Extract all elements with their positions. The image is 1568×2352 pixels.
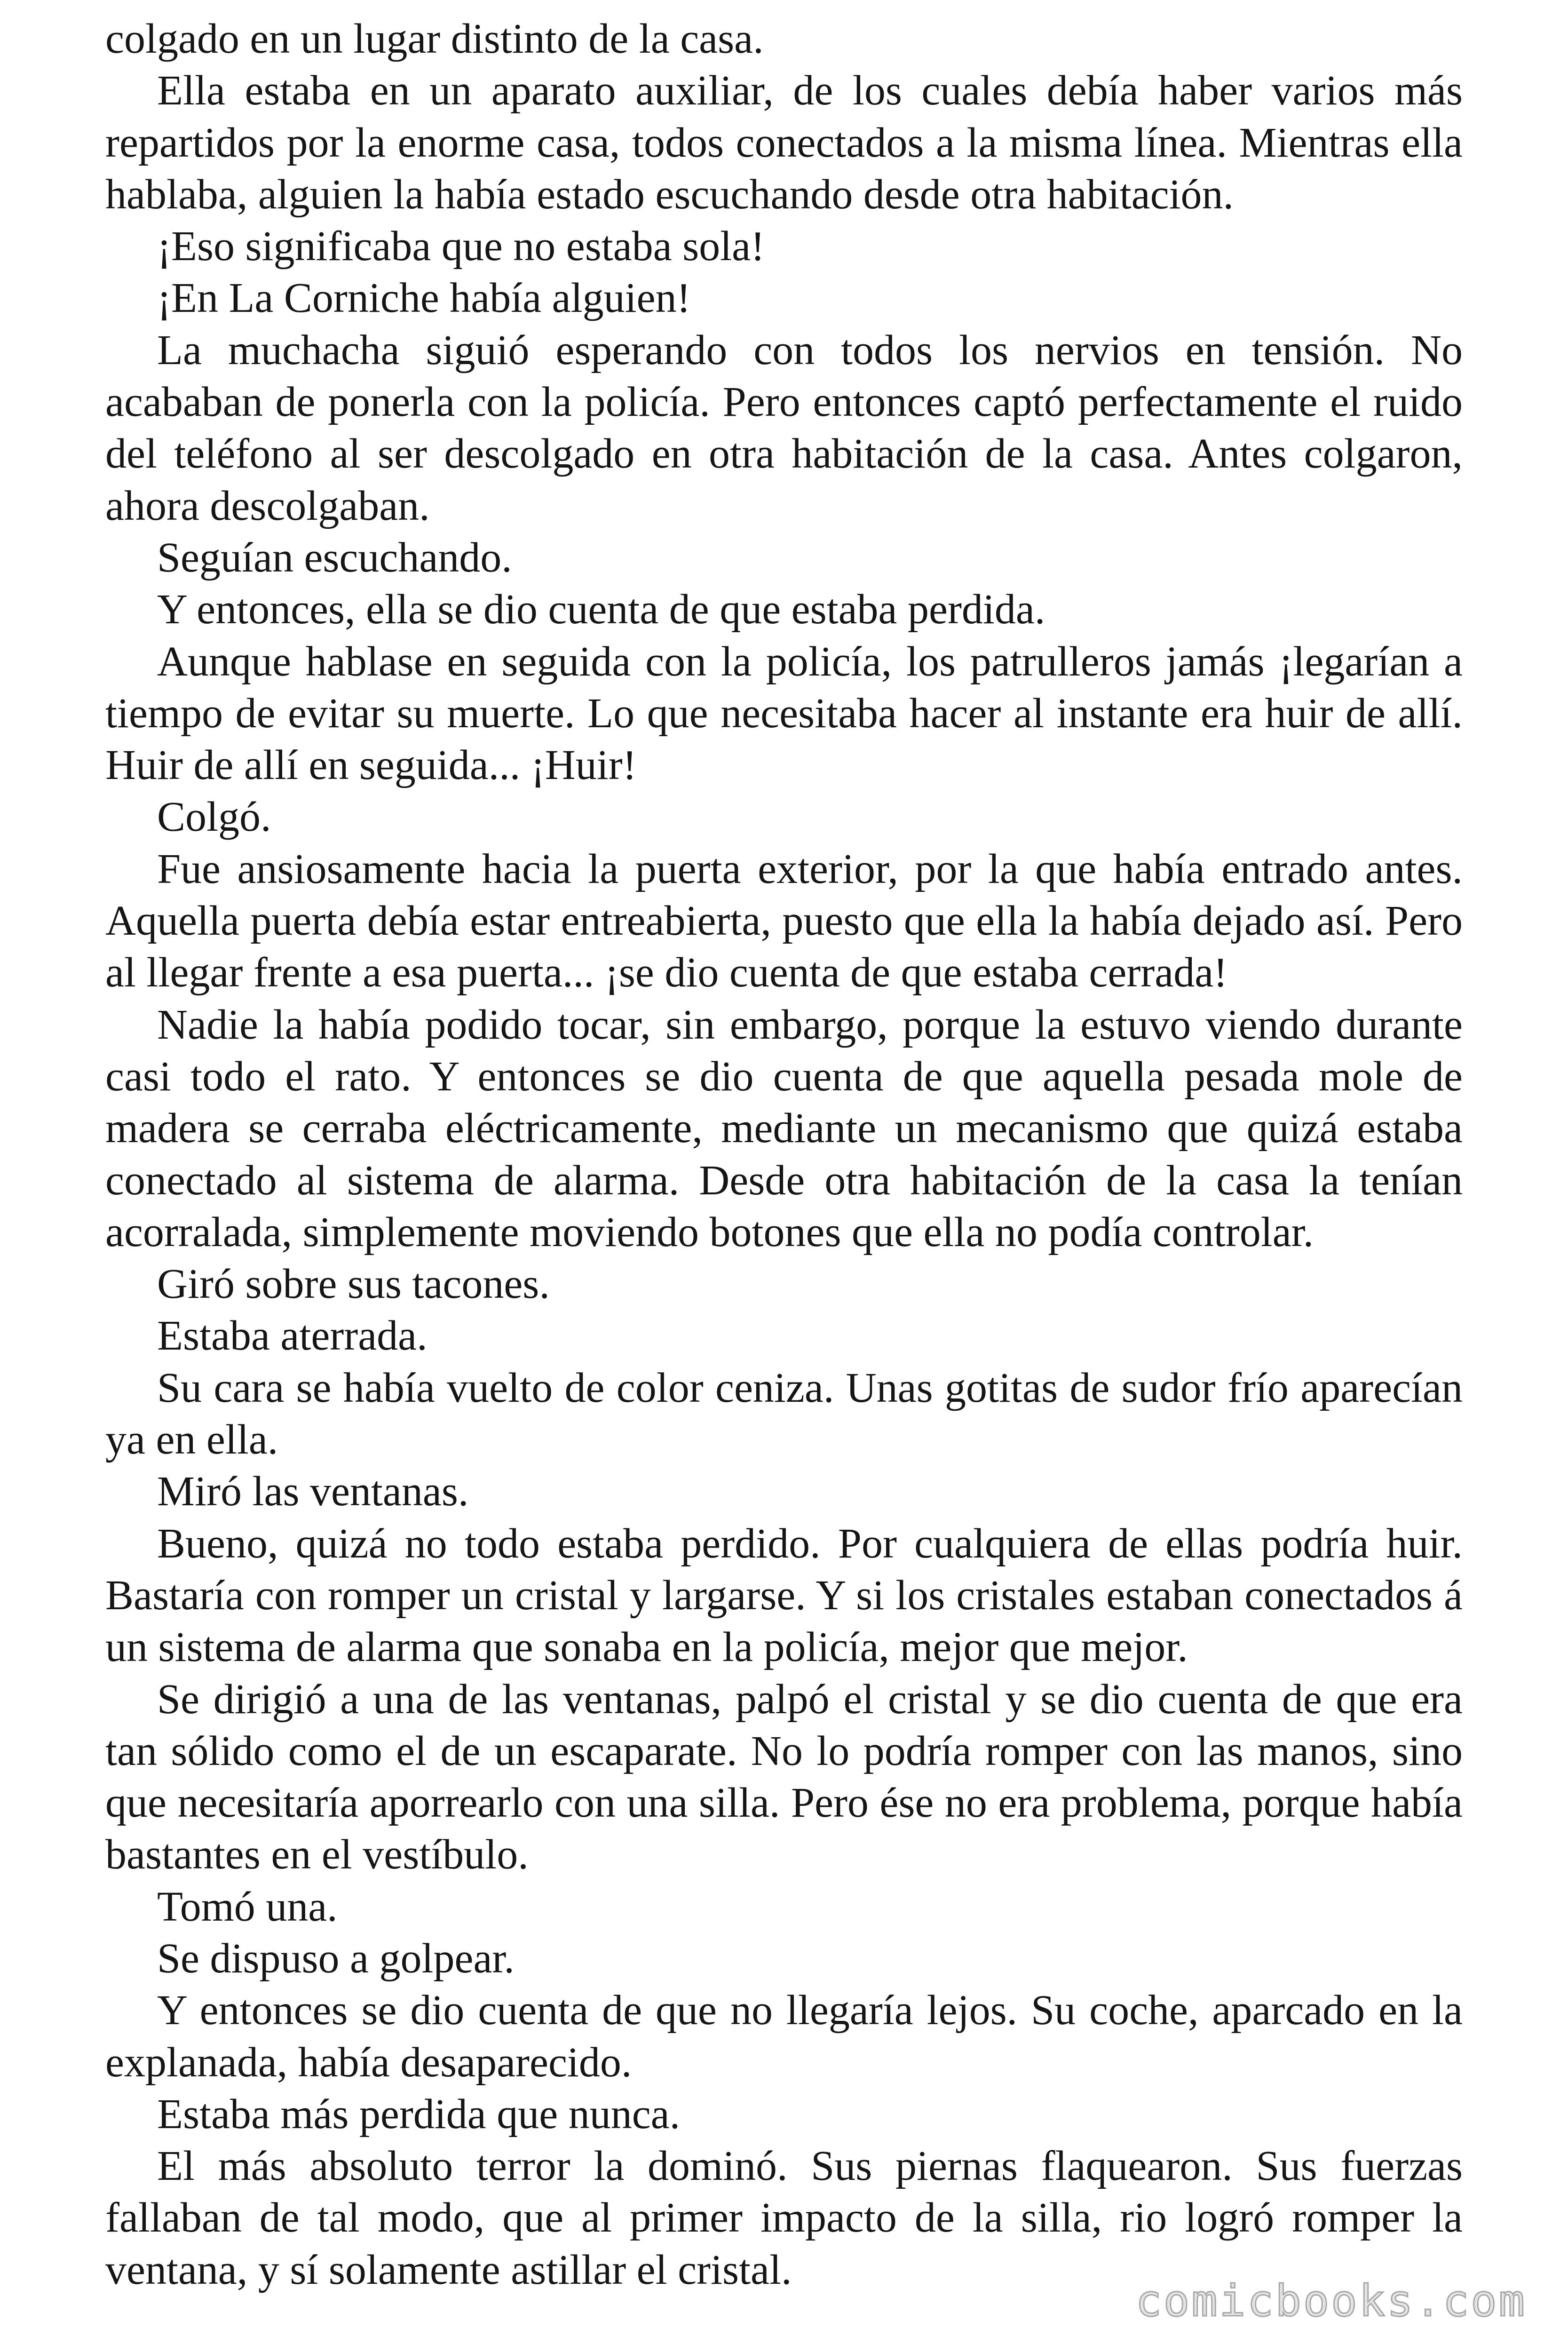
paragraph: El más absoluto terror la dominó. Sus piernas flaquearon. Sus fuerzas fallaban de tal modo, que al primer impacto de la silla, rio logró romper la ventana, y sí solamente astillar el cristal.	[105, 2143, 1463, 2293]
paragraph: Colgó.	[157, 794, 271, 841]
paragraph: Miró las ventanas.	[157, 1468, 469, 1515]
paragraph: ¡Eso significaba que no estaba sola!	[157, 223, 765, 270]
paragraph: Ella estaba en un aparato auxiliar, de los cuales debía haber varios más repartidos por la enorme casa, todos conectados a la misma línea. Mientras ella hablaba, alguien la había estado escuchando desde otra habitación.	[105, 67, 1463, 218]
page-body	[105, 13, 1463, 2296]
paragraph: Tomó una.	[157, 1883, 338, 1930]
paragraph: Giró sobre sus tacones.	[157, 1261, 550, 1308]
paragraph: Su cara se había vuelto de color ceniza. Unas gotitas de sudor frío aparecían ya en ella.	[105, 1364, 1463, 1463]
paragraph: Bueno, quizá no todo estaba perdido. Por cualquiera de ellas podría huir. Bastaría con romper un cristal y largarse. Y si los cristales estaban conectados á un sistema de alarma que sonaba en la policía, mejor que mejor.	[105, 1520, 1463, 1671]
paragraph: Estaba aterrada.	[157, 1312, 428, 1359]
paragraph: Aunque hablase en seguida con la policía, los patrulleros jamás ¡legarían a tiempo de evitar su muerte. Lo que necesitaba hacer al instante era huir de allí. Huir de allí en seguida... ¡Huir!	[105, 638, 1463, 789]
paragraph: Se dirigió a una de las ventanas, palpó el cristal y se dio cuenta de que era tan sólido como el de un escaparate. No lo podría romper con las manos, sino que necesitaría aporrearlo con una silla. Pero ése no era problema, porque había bastantes en el vestíbulo.	[105, 1676, 1463, 1878]
paragraph: Fue ansiosamente hacia la puerta exterior, por la que había entrado antes. Aquella puerta debía estar entreabierta, puesto que ella la había dejado así. Pero al llegar frente a esa puerta... ¡se dio cuenta de que estaba cerrada!	[105, 845, 1463, 996]
paragraph: Nadie la había podido tocar, sin embargo, porque la estuvo viendo durante casi todo el rato. Y entonces se dio cuenta de que aquella pesada mole de madera se cerraba eléctricamente, mediante un mecanismo que quizá estaba conectado al sistema de alarma. Desde otra habitación de la casa la tenían acorralada, simplemente moviendo botones que ella no podía controlar.	[105, 1001, 1463, 1255]
paragraph: Seguían escuchando.	[157, 534, 512, 581]
paragraph: Se dispuso a golpear.	[157, 1935, 515, 1982]
watermark: comicbooks.com	[1135, 2276, 1527, 2326]
paragraph: La muchacha siguió esperando con todos los nervios en tensión. No acababan de ponerla con la policía. Pero entonces captó perfectamente el ruido del teléfono al ser descolgado en otra habitación de la casa. Antes colgaron, ahora descolgaban.	[105, 326, 1463, 529]
paragraph: Estaba más perdida que nunca.	[157, 2090, 681, 2137]
paragraph: Y entonces, ella se dio cuenta de que estaba perdida.	[157, 586, 1045, 633]
paragraph: Y entonces se dio cuenta de que no llegaría lejos. Su coche, aparcado en la explanada, había desaparecido.	[105, 1987, 1463, 2086]
paragraph: ¡En La Corniche había alguien!	[157, 275, 691, 322]
paragraph: colgado en un lugar distinto de la casa.	[105, 16, 764, 62]
